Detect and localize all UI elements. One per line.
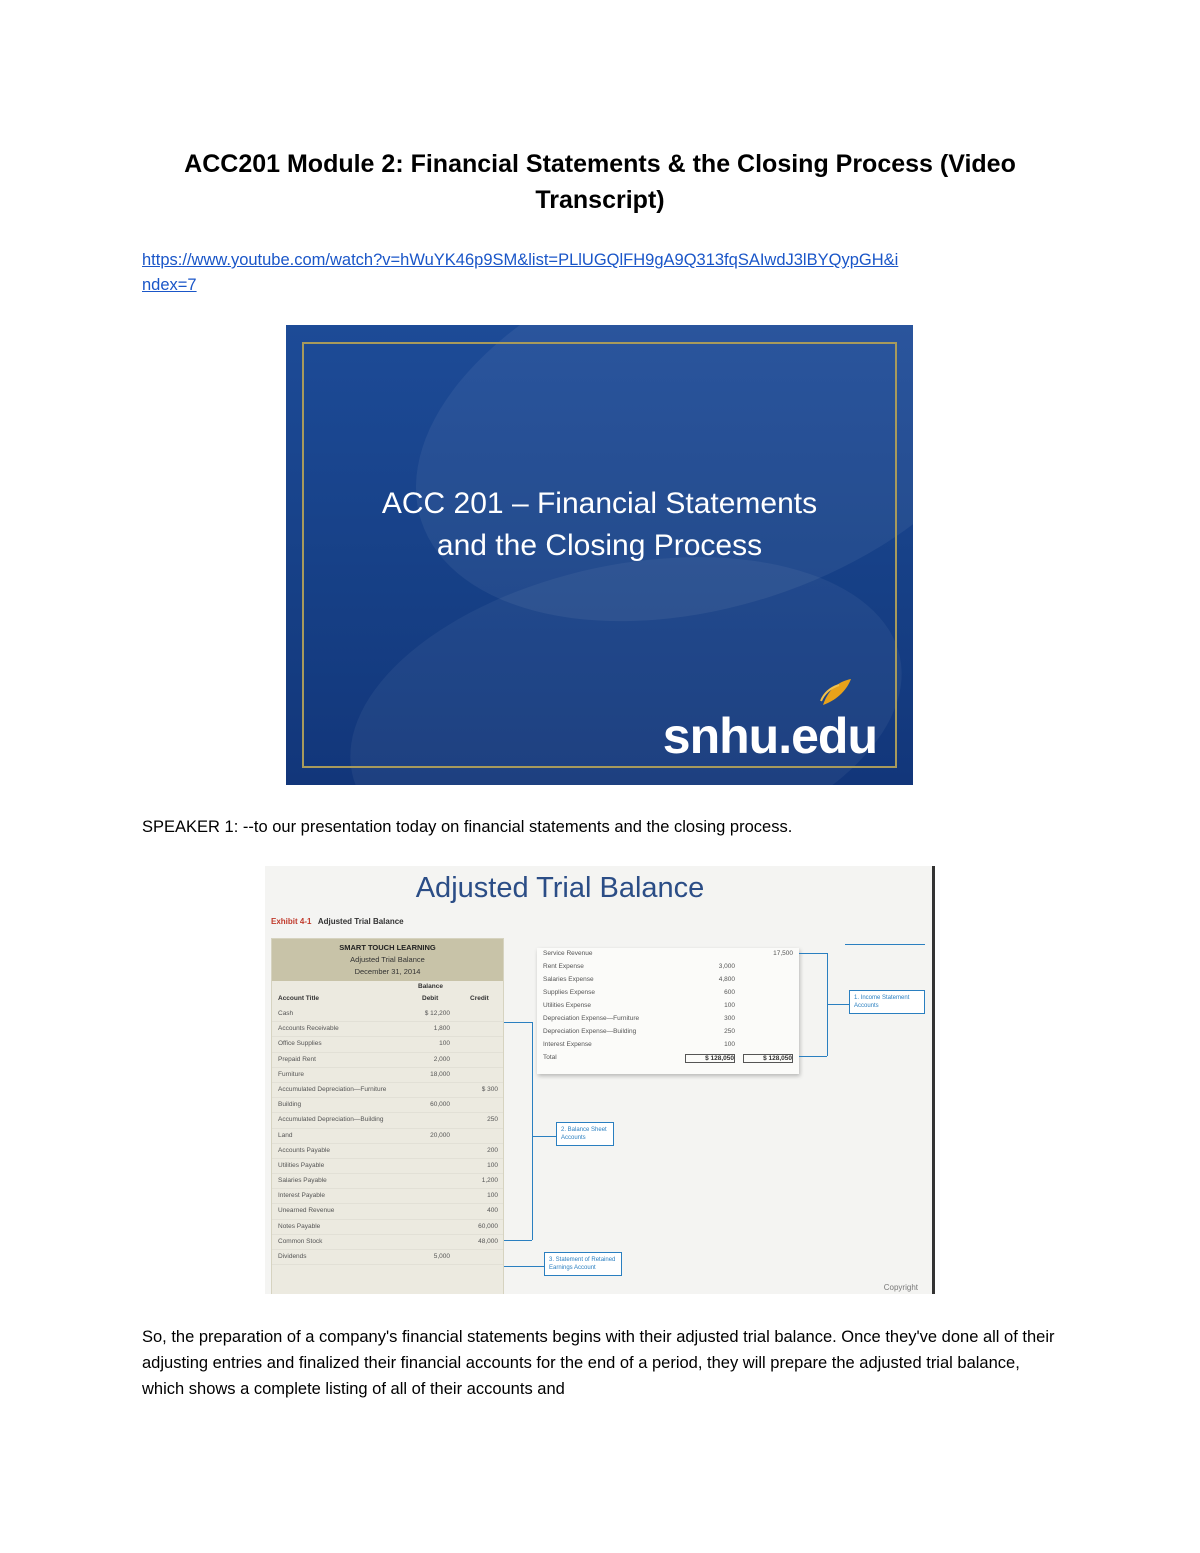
table-row [272, 1204, 503, 1219]
account-name: Cash [278, 1010, 294, 1017]
table-row [537, 961, 799, 974]
debit-value: 600 [724, 989, 735, 996]
debit-value: 5,000 [433, 1253, 450, 1260]
table-row [537, 1000, 799, 1013]
account-name: Service Revenue [543, 950, 593, 957]
total-credit: $ 128,050 [743, 1054, 793, 1063]
account-name: Salaries Payable [278, 1177, 327, 1185]
trial-balance-table [271, 938, 504, 1294]
account-name: Interest Expense [543, 1041, 592, 1048]
slide-title-line-1: ACC 201 – Financial Statements [381, 487, 818, 520]
exhibit-number: Exhibit 4-1 [271, 917, 312, 926]
exhibit-caption: Adjusted Trial Balance [317, 917, 404, 926]
account-name: Accounts Payable [278, 1146, 331, 1154]
credit-value: 400 [487, 1207, 498, 1215]
callout-balance-sheet: 2. Balance Sheet Accounts [556, 1122, 614, 1146]
debit-value: 100 [439, 1040, 450, 1048]
table-row [537, 948, 799, 961]
slide-title-line-2: and the Closing Process [436, 529, 763, 562]
total-debit: $ 128,050 [685, 1054, 735, 1063]
table-header [272, 939, 503, 981]
credit-value: 1,200 [481, 1177, 498, 1185]
table-row [272, 1159, 503, 1174]
connector-line [504, 1022, 532, 1023]
table-row [537, 974, 799, 987]
account-name: Accumulated Depreciation—Furniture [278, 1085, 387, 1093]
account-name: Furniture [278, 1070, 305, 1078]
account-name: Depreciation Expense—Building [543, 1028, 637, 1035]
account-name: Dividends [278, 1253, 307, 1260]
col-account-title: Account Title [278, 995, 320, 1002]
table-row [272, 1220, 503, 1235]
debit-value: 100 [724, 1002, 735, 1009]
table-row [272, 1083, 503, 1098]
callout-income-statement: 1. Income Statement Accounts [849, 990, 925, 1014]
column-header [272, 981, 503, 1007]
account-name: Accumulated Depreciation—Building [278, 1116, 384, 1124]
left-rows [272, 1007, 503, 1265]
income-accounts-box [537, 948, 799, 1074]
total-label: Total [543, 1054, 557, 1061]
table-row [272, 1144, 503, 1159]
account-name: Office Supplies [278, 1040, 322, 1048]
credit-value: 100 [487, 1192, 498, 1200]
table-row [272, 1113, 503, 1128]
title-slide-image [286, 325, 913, 785]
speaker-line: SPEAKER 1: --to our presentation today on financial statements and the closing process. [142, 818, 793, 836]
table-row [272, 1098, 503, 1113]
connector-line [799, 1056, 827, 1057]
debit-value: 2,000 [433, 1055, 450, 1063]
table-row [537, 1013, 799, 1026]
credit-value: 17,500 [773, 950, 793, 957]
connector-line [845, 944, 925, 945]
account-name: Common Stock [278, 1237, 323, 1245]
slide2-title: Adjusted Trial Balance [415, 872, 705, 904]
connector-line [532, 1022, 533, 1240]
leaf-icon [819, 677, 853, 707]
account-name: Utilities Expense [543, 1002, 592, 1009]
table-row [272, 1174, 503, 1189]
account-name: Notes Payable [278, 1222, 321, 1230]
account-name: Rent Expense [543, 963, 584, 970]
callout-retained-earnings: 3. Statement of Retained Earnings Account [544, 1252, 622, 1276]
debit-value: 60,000 [430, 1101, 450, 1109]
company-name: SMART TOUCH LEARNING [339, 943, 436, 952]
account-name: Depreciation Expense—Furniture [543, 1015, 640, 1022]
debit-value: 250 [724, 1028, 735, 1035]
debit-value: 1,800 [433, 1025, 450, 1033]
table-row [272, 1068, 503, 1083]
credit-value: $ 300 [481, 1085, 498, 1093]
debit-value: 300 [724, 1015, 735, 1022]
debit-value: 100 [724, 1041, 735, 1048]
connector-line [827, 1004, 849, 1005]
table-subtitle: Adjusted Trial Balance [350, 955, 425, 964]
snhu-logo: snhu.edu [662, 708, 877, 764]
table-row [272, 1007, 503, 1022]
connector-line [504, 1266, 544, 1267]
credit-value: 200 [487, 1146, 498, 1154]
debit-value: 18,000 [430, 1070, 450, 1078]
account-name: Supplies Expense [543, 989, 596, 996]
total-row [537, 1052, 799, 1065]
debit-value: 4,800 [718, 976, 735, 983]
table-row [272, 1235, 503, 1250]
account-name: Interest Payable [278, 1192, 325, 1200]
document-title: ACC201 Module 2: Financial Statements & the Closing Process (Video Transcript) [184, 150, 1016, 214]
account-name: Land [278, 1131, 293, 1139]
account-name: Building [278, 1101, 302, 1109]
debit-value: 3,000 [718, 963, 735, 970]
table-row [537, 1039, 799, 1052]
table-row [537, 987, 799, 1000]
account-name: Unearned Revenue [278, 1207, 335, 1215]
account-name: Salaries Expense [543, 976, 594, 983]
account-name: Utilities Payable [278, 1161, 325, 1169]
transcript-paragraph: So, the preparation of a company's financial statements begins with their adjusted trial balance. Once they've done all of their adjusting entries and finalized their financial accounts for the end of a period, they will prepare the adjusted trial balance, which shows a complete listing of all of their accounts and [142, 1328, 1055, 1398]
credit-value: 100 [487, 1161, 498, 1169]
table-row [272, 1022, 503, 1037]
table-row [537, 1026, 799, 1039]
right-rows [537, 948, 799, 1052]
col-credit: Credit [470, 995, 489, 1002]
slide-footer: Copyright [883, 1283, 918, 1292]
table-date: December 31, 2014 [354, 967, 421, 976]
trial-balance-slide-image [265, 866, 935, 1294]
slide-title [286, 483, 913, 567]
connector-line [532, 1136, 556, 1137]
balance-header: Balance [418, 983, 443, 990]
table-row [272, 1129, 503, 1144]
table-row [272, 1037, 503, 1052]
account-name: Prepaid Rent [278, 1055, 316, 1063]
credit-value: 48,000 [478, 1237, 498, 1245]
table-row [272, 1189, 503, 1204]
col-debit: Debit [422, 995, 439, 1002]
credit-value: 250 [487, 1116, 498, 1124]
table-row [272, 1053, 503, 1068]
credit-value: 60,000 [478, 1222, 498, 1230]
connector-line [799, 953, 827, 954]
connector-line [504, 1240, 532, 1241]
debit-value: 20,000 [430, 1131, 450, 1139]
table-row [272, 1250, 503, 1265]
account-name: Accounts Receivable [278, 1025, 339, 1033]
exhibit-label [271, 917, 404, 926]
debit-value: $ 12,200 [424, 1010, 450, 1017]
video-link[interactable]: https://www.youtube.com/watch?v=hWuYK46p9SM&list=PLlUGQlFH9gA9Q313fqSAIwdJ3lBYQypGH&index=7 [142, 251, 899, 294]
